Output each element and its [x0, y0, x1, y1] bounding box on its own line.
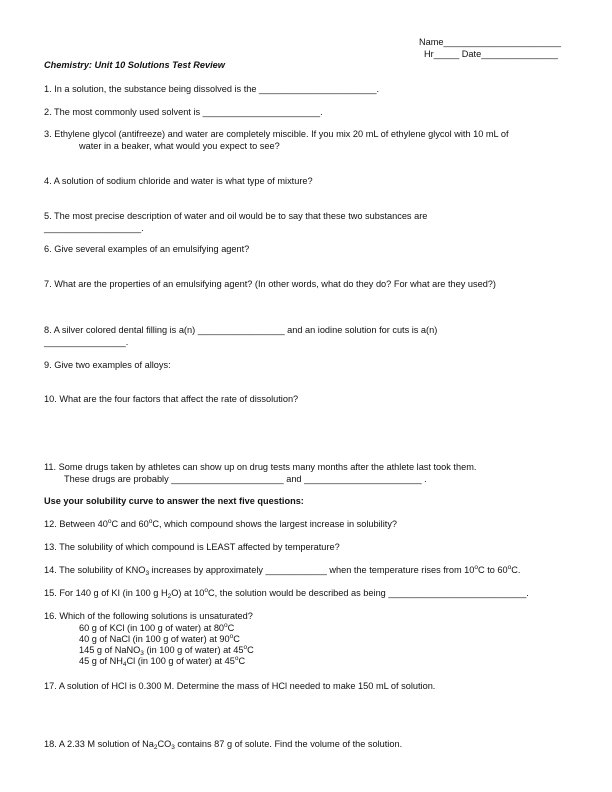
question-6: 6. Give several examples of an emulsifying agent? — [44, 244, 250, 254]
question-5-line-1: 5. The most precise description of water and oil would be to say that these two substances are — [44, 211, 428, 221]
question-4: 4. A solution of sodium chloride and water is what type of mixture? — [44, 176, 313, 186]
question-9: 9. Give two examples of alloys: — [44, 360, 171, 370]
question-12: 12. Between 40$^o$C and 60$^o$C, which compound shows the largest increase in solubility? — [44, 518, 398, 529]
question-17: 17. A solution of HCl is 0.300 M. Determine the mass of HCl needed to make 150 mL of solution. — [44, 681, 436, 691]
name-line: Name_______________________ — [419, 37, 562, 47]
page-title: Chemistry: Unit 10 Solutions Test Review — [44, 60, 225, 70]
question-11-line-2: These drugs are probably ______________________ and _______________________ . — [64, 474, 427, 484]
question-14: 14. The solubility of $KNO_3$ increases by approximately ____________ when the temperature rises from 10$^o$C to 60$^o$C. — [44, 564, 521, 577]
question-16-option-1: 60 g of KCl (in 100 g of water) at 80$^o$C — [79, 622, 235, 633]
question-8-line-1: 8. A silver colored dental filling is a(n) _________________ and an iodine solution for cuts is a(n) — [44, 325, 438, 335]
question-11-line-1: 11. Some drugs taken by athletes can show up on drug tests many months after the athlete last took them. — [44, 462, 477, 472]
question-2: 2. The most commonly used solvent is _______________________. — [44, 107, 323, 117]
question-5-line-2: ___________________. — [44, 223, 144, 233]
section-heading: Use your solubility curve to answer the next five questions: — [44, 496, 304, 506]
question-16-option-2: 40 g of NaCl (in 100 g of water) at 90$^o$C — [79, 633, 240, 644]
question-15: 15. For 140 g of KI (in 100 g $H_2O$) at 10$^o$C, the solution would be described as being ___________________________. — [44, 587, 529, 600]
question-13: 13. The solubility of which compound is LEAST affected by temperature? — [44, 542, 340, 552]
question-3-line-1: 3. Ethylene glycol (antifreeze) and water are completely miscible. If you mix 20 mL of ethylene glycol with 10 mL of — [44, 129, 509, 139]
question-7: 7. What are the properties of an emulsifying agent? (In other words, what do they do? For what are they used?) — [44, 279, 496, 289]
question-8-line-2: ________________. — [44, 337, 129, 347]
question-16-option-4: 45 g of $NH_4Cl$ (in 100 g of water) at 45$^o$C — [79, 655, 246, 668]
question-1: 1. In a solution, the substance being dissolved is the _______________________. — [44, 84, 380, 94]
hr-date-line: Hr_____ Date_______________ — [424, 49, 558, 59]
question-18: 18. A 2.33 M solution of $Na_2CO_3$ contains 87 g of solute. Find the volume of the solution. — [44, 739, 403, 751]
question-10: 10. What are the four factors that affect the rate of dissolution? — [44, 394, 299, 404]
question-16: 16. Which of the following solutions is unsaturated? — [44, 611, 253, 621]
question-3-line-2: water in a beaker, what would you expect to see? — [79, 141, 280, 151]
question-16-option-3: 145 g of NaNO$_3$ (in 100 g of water) at 45$^o$C — [79, 644, 254, 657]
